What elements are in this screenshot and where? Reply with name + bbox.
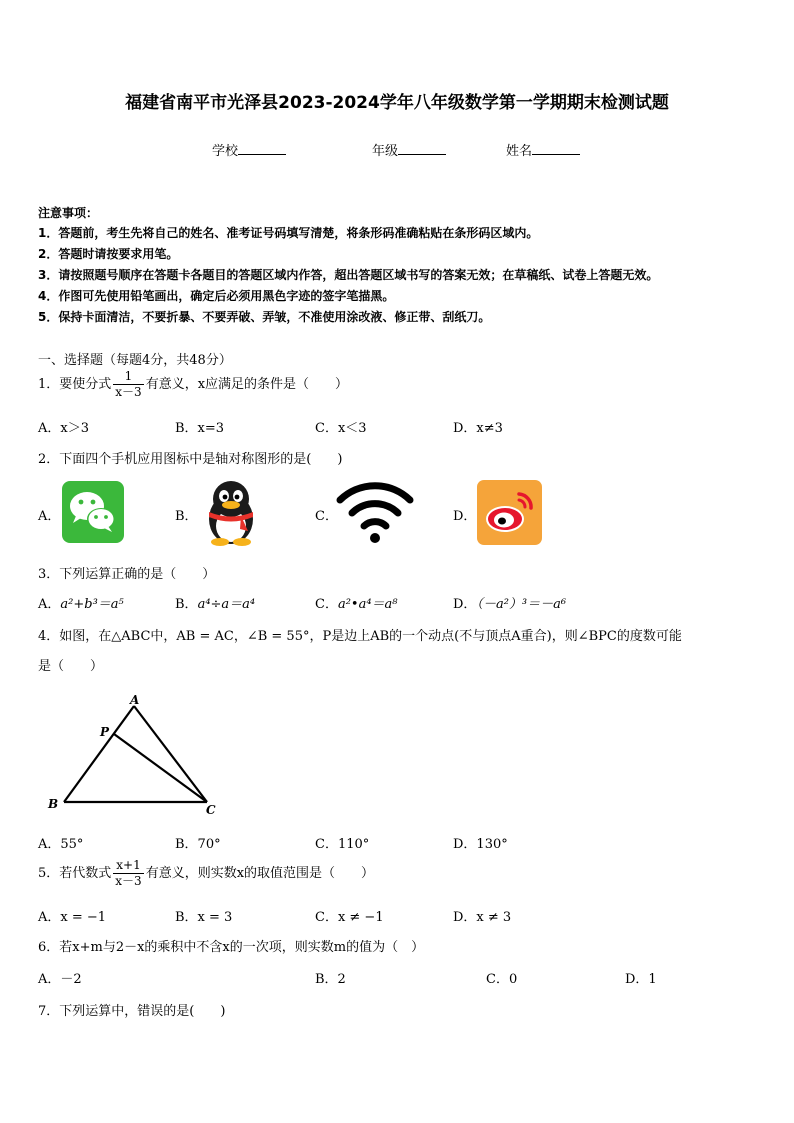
q3-option-c-expr: a²•a⁴＝a⁸	[337, 597, 398, 612]
grade-field[interactable]	[372, 140, 446, 159]
q4-option-a[interactable]: A．55°	[38, 837, 84, 852]
qq-penguin-icon[interactable]	[196, 479, 266, 547]
q6-option-b[interactable]: B．2	[315, 972, 346, 987]
label-p: P	[100, 725, 110, 739]
name-field[interactable]	[506, 140, 580, 159]
q4-option-d[interactable]: D．130°	[453, 837, 508, 852]
question-5	[38, 858, 374, 889]
question-7: 7．下列运算中，错误的是( )	[38, 1004, 226, 1019]
school-blank[interactable]	[238, 141, 286, 155]
question-3: 3．下列运算正确的是（ ）	[38, 567, 216, 582]
notice-item: 1．答题前，考生先将自己的姓名、准考证号码填写清楚，将条形码准确粘贴在条形码区域内。	[38, 226, 539, 240]
q5-fraction: $\frac{x+1}{x-3}$	[115, 858, 142, 888]
triangle-diagram	[44, 690, 224, 822]
q1-option-c[interactable]: C．x＜3	[315, 421, 367, 436]
notice-item: 5．保持卡面清洁，不要折暴、不要弄破、弄皱，不准使用涂改液、修正带、刮纸刀。	[38, 310, 491, 324]
school-label: 学校	[212, 144, 239, 159]
q4-option-b[interactable]: B．70°	[175, 837, 221, 852]
wechat-icon[interactable]	[62, 481, 124, 543]
q3-option-a[interactable]: A．a²+b³＝a⁵	[38, 597, 124, 612]
q5-option-d[interactable]: D．x ≠ 3	[453, 910, 512, 925]
q5-option-c[interactable]: C．x ≠ −1	[315, 910, 384, 925]
question-4-line2: 是（ ）	[38, 659, 104, 674]
label-a: A	[130, 693, 140, 707]
name-label: 姓名	[506, 144, 533, 159]
q2-option-d-label[interactable]: D．	[453, 509, 477, 524]
label-b: B	[48, 797, 59, 811]
q5-stem-post: 有意义，则实数x的取值范围是（ ）	[145, 866, 375, 881]
q1-stem-pre: 1．要使分式	[38, 377, 112, 392]
page-title: 福建省南平市光泽县2023-2024学年八年级数学第一学期期末检测试题	[125, 93, 669, 113]
q3-option-b[interactable]: B．a⁴÷a＝a⁴	[175, 597, 256, 612]
q6-option-a[interactable]: A．－2	[38, 972, 82, 987]
question-4-line1: 4．如图，在△ABC中，AB = AC，∠B = 55°，P是边上AB的一个动点(不与顶点A重合)，则∠BPC的度数可能	[38, 629, 682, 644]
notice-heading: 注意事项：	[38, 206, 99, 220]
section-heading: 一、选择题（每题4分，共48分）	[38, 353, 232, 368]
question-2: 2．下面四个手机应用图标中是轴对称图形的是( )	[38, 452, 343, 467]
q5-option-a[interactable]: A．x = −1	[38, 910, 107, 925]
q1-option-d[interactable]: D．x≠3	[453, 421, 503, 436]
question-1	[38, 369, 348, 400]
q6-option-c[interactable]: C．0	[486, 972, 518, 987]
label-c: C	[206, 803, 216, 817]
notice-item: 4．作图可先使用铅笔画出，确定后必须用黑色字迹的签字笔描黑。	[38, 289, 395, 303]
q5-option-b[interactable]: B．x = 3	[175, 910, 233, 925]
school-field[interactable]	[212, 140, 286, 159]
q1-stem-post: 有意义，x应满足的条件是（ ）	[145, 377, 349, 392]
q1-option-b[interactable]: B．x=3	[175, 421, 225, 436]
q4-option-c[interactable]: C．110°	[315, 837, 370, 852]
grade-label: 年级	[372, 144, 399, 159]
q6-option-d[interactable]: D．1	[625, 972, 657, 987]
q3-option-d[interactable]: D．（－a²）³＝－a⁶	[453, 597, 567, 612]
weibo-icon[interactable]	[477, 480, 542, 545]
grade-blank[interactable]	[398, 141, 446, 155]
q3-option-b-expr: a⁴÷a＝a⁴	[197, 597, 256, 612]
name-blank[interactable]	[532, 141, 580, 155]
notice-item: 2．答题时请按要求用笔。	[38, 247, 179, 261]
q2-option-a-label[interactable]: A．	[38, 509, 61, 524]
q3-option-a-expr: a²+b³＝a⁵	[60, 597, 124, 612]
q1-fraction: $\frac{1}{x-3}$	[115, 369, 142, 399]
wifi-icon[interactable]	[336, 480, 414, 546]
segment-ab	[64, 706, 134, 802]
q3-option-d-expr: （－a²）³＝－a⁶	[476, 597, 567, 612]
notice-item: 3．请按照题号顺序在答题卡各题目的答题区域内作答，超出答题区域书写的答案无效；在草稿纸、试卷上答题无效。	[38, 268, 659, 282]
q2-option-b-label[interactable]: B．	[175, 509, 198, 524]
q1-option-a[interactable]: A．x＞3	[38, 421, 89, 436]
segment-pc	[114, 734, 207, 802]
question-6: 6．若x+m与2－x的乘积中不含x的一次项，则实数m的值为（ ）	[38, 940, 425, 955]
q2-option-c-label[interactable]: C．	[315, 509, 338, 524]
q3-option-c[interactable]: C．a²•a⁴＝a⁸	[315, 597, 398, 612]
segment-ac	[134, 706, 207, 802]
q5-stem-pre: 5．若代数式	[38, 866, 112, 881]
